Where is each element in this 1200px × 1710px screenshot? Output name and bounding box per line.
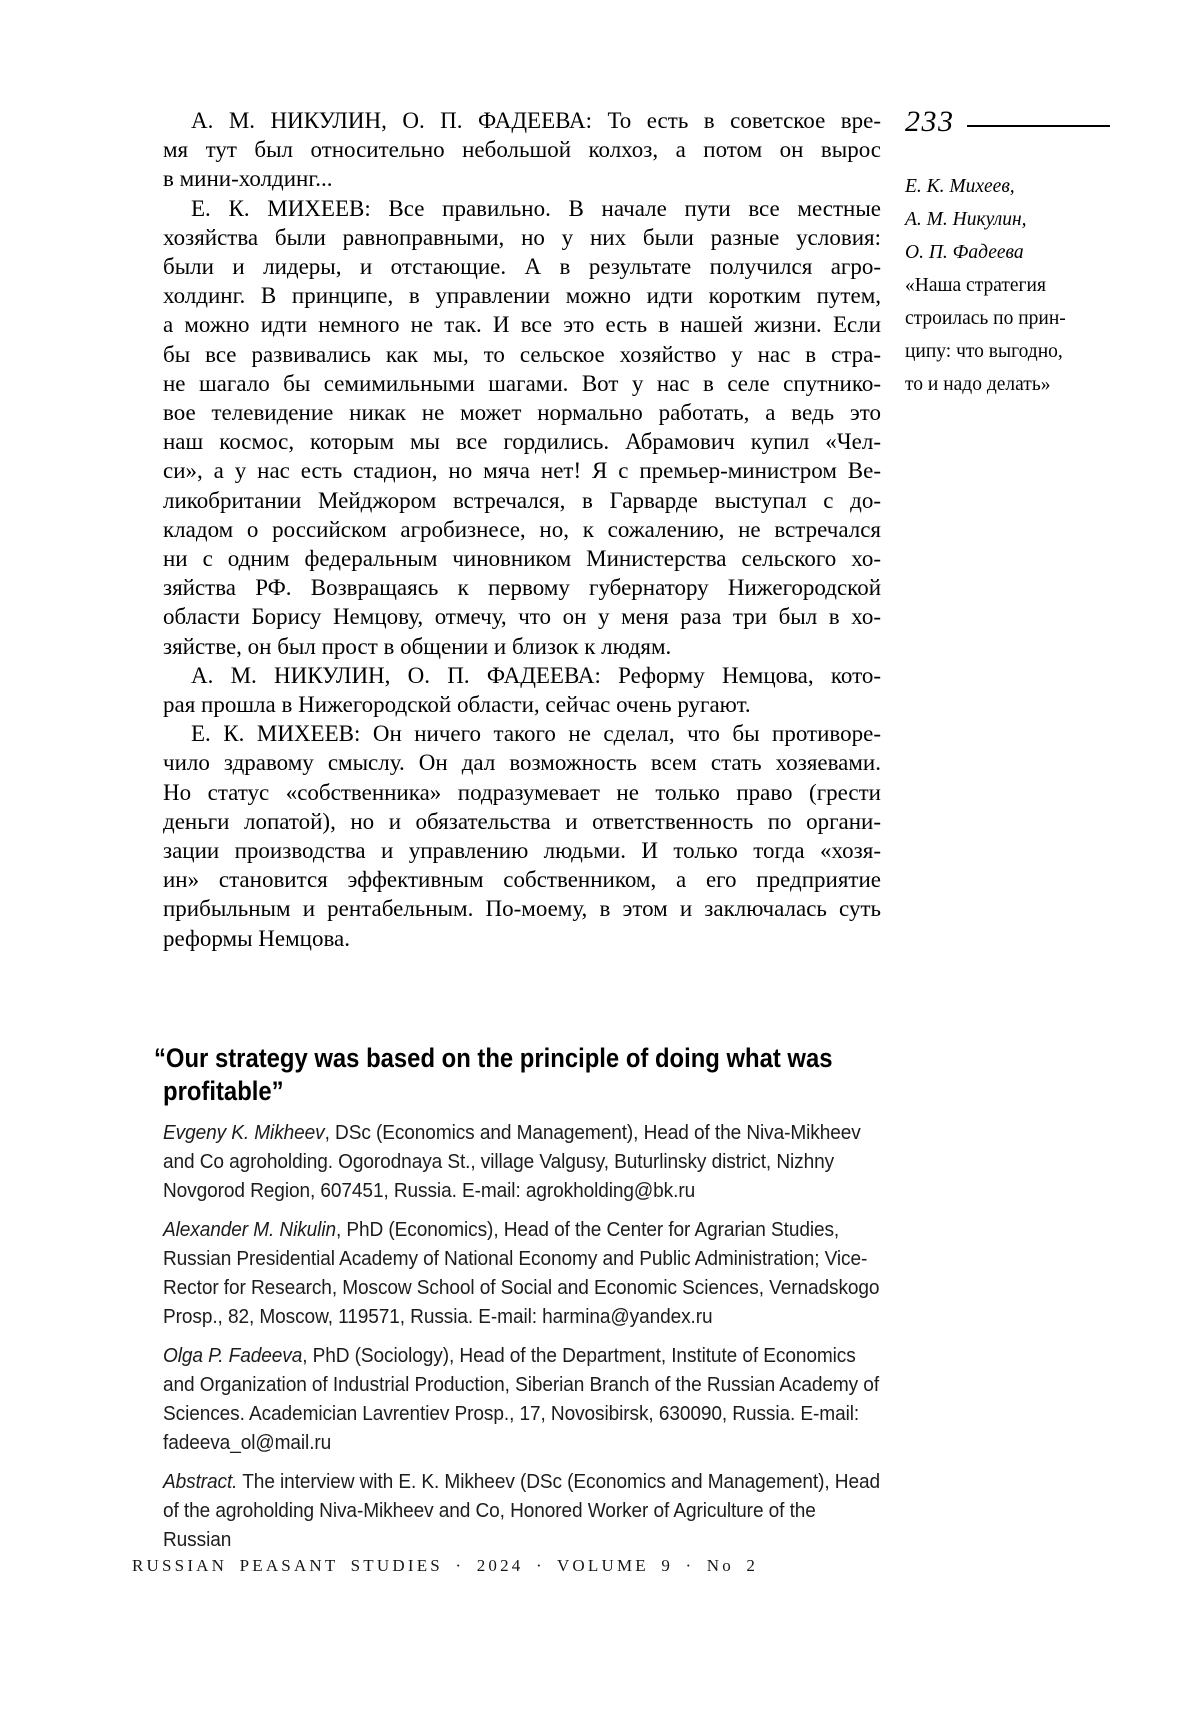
text-line: чило здравому смыслу. Он дал возможность всем стать хозяевами.: [163, 750, 881, 776]
bio-paragraph: [163, 1118, 881, 1205]
text-line: зации производства и управлению людьми. И только тогда «хозя-: [163, 838, 881, 864]
text-line: холдинг. В принципе, в управлении можно идти коротким путем,: [163, 283, 881, 309]
bio-lead: Olga P. Fadeeva: [163, 1344, 303, 1367]
margin-quote-line: строилась по прин-: [905, 308, 1066, 329]
bio-text: , DSc (Economics and Management), Head of the Niva-Mikheev and Co agroholding. Ogorodnaya St., village Valgusy, Buturlinsky district, Nizhny Novgorod Region, 607451, Russia. E-mail: agrokholding@bk.ru: [163, 1121, 861, 1202]
margin-author: А. М. Никулин,: [905, 209, 1027, 230]
bio-lead: Evgeny K. Mikheev: [163, 1121, 325, 1144]
text-line: были и лидеры, и отстающие. А в результате получился агро-: [163, 254, 881, 280]
bio-text: , PhD (Sociology), Head of the Department, Institute of Economics and Organization of Industrial Production, Siberian Branch of the Russian Academy of Sciences. Academician Lavrentiev Prosp., 17, Novosibirsk, 630090, Russia. E-mail: fadeeva_ol@mail.ru: [163, 1344, 880, 1454]
section-heading: [154, 1042, 943, 1108]
text-line: не шагало бы семимильными шагами. Вот у нас в селе спутнико-: [163, 370, 881, 396]
text-line: наш космос, которым мы все гордились. Абрамович купил «Чел-: [163, 429, 881, 455]
bio-lead: Abstract.: [163, 1470, 238, 1493]
interview-text: [163, 106, 881, 953]
margin-quote-line: то и надо делать»: [905, 374, 1051, 395]
bio-lead: Alexander M. Nikulin: [163, 1218, 336, 1241]
text-line: рая прошла в Нижегородской области, сейчас очень ругают.: [163, 692, 751, 718]
bio-text: , PhD (Economics), Head of the Center for Agrarian Studies, Russian Presidential Academy of National Economy and Public Administration; Vice-Rector for Research, Moscow School of Social and Economic Sciences, Vernadskogo Prosp., 82, Moscow, 119571, Russia. E-mail: harmina@yandex.ru: [163, 1218, 880, 1328]
text-line: зяйства РФ. Возвращаясь к первому губернатору Нижегородской: [163, 575, 881, 601]
text-line: прибыльным и рентабельным. По-моему, в этом и заключалась суть: [163, 896, 881, 922]
margin-column: [905, 104, 1110, 401]
english-bios: [163, 1118, 881, 1564]
text-line: ликобритании Мейджором встречался, в Гарварде выступал с до-: [163, 487, 881, 513]
text-line: реформы Немцова.: [163, 925, 350, 951]
margin-author: Е. К. Михеев,: [905, 176, 1015, 197]
text-line: деньги лопатой), но и обязательства и ответственность по органи-: [163, 808, 881, 834]
text-line: бы все развивались как мы, то сельское хозяйство у нас в стра-: [163, 341, 881, 367]
paragraph: [163, 194, 881, 661]
text-line: Но статус «собственника» подразумевает не только право (грести: [163, 779, 881, 805]
text-line: кладом о российском агробизнесе, но, к сожалению, не встречался: [163, 516, 881, 542]
paragraph: [163, 719, 881, 953]
text-line: а можно идти немного не так. И все это есть в нашей жизни. Если: [163, 312, 881, 338]
text-line: си», а у нас есть стадион, но мяча нет! Я с премьер-министром Ве-: [163, 458, 881, 484]
page-number-rule: [967, 125, 1111, 127]
margin-quote-line: «Наша стратегия: [905, 275, 1046, 296]
margin-author: О. П. Фадеева: [905, 242, 1024, 263]
page-number: 233: [905, 105, 955, 138]
margin-quote-line: ципу: что выгодно,: [905, 341, 1063, 362]
text-line: хозяйства были равноправными, но у них были разные условия:: [163, 224, 881, 250]
text-line: А. М. НИКУЛИН, О. П. ФАДЕЕВА: То есть в советское вре-: [191, 108, 881, 133]
text-line: Е. К. МИХЕЕВ: Все правильно. В начале пути все местные: [191, 195, 881, 221]
text-line: вое телевидение никак не может нормально работать, а ведь это: [163, 400, 881, 426]
bio-text: The interview with E. K. Mikheev (DSc (Economics and Management), Head of the agroholding Niva-Mikheev and Co, Honored Worker of Agriculture of the Russian: [163, 1470, 880, 1551]
page-number-row: [905, 104, 1110, 140]
paragraph: [163, 106, 881, 194]
bio-paragraph: [163, 1467, 881, 1554]
text-line: Е. К. МИХЕЕВ: Он ничего такого не сделал, что бы противоре-: [191, 721, 881, 747]
text-line: в мини-холдинг...: [163, 166, 333, 192]
text-line: области Борису Немцову, отмечу, что он у меня раза три был в хо-: [163, 604, 881, 630]
paragraph: [163, 661, 881, 719]
text-line: ни с одним федеральным чиновником Министерства сельского хо-: [163, 546, 881, 572]
heading-line: profitable”: [163, 1076, 284, 1106]
text-line: зяйстве, он был прост в общении и близок к людям.: [163, 633, 672, 659]
text-line: ин» становится эффективным собственником, а его предприятие: [163, 867, 881, 893]
text-line: мя тут был относительно небольшой колхоз, а потом он вырос: [163, 137, 881, 163]
footer-running-title: RUSSIAN PEASANT STUDIES · 2024 · VOLUME 9 · No 2: [132, 1556, 759, 1575]
heading-line: “Our strategy was based on the principle of doing what was: [154, 1043, 833, 1073]
bio-paragraph: [163, 1215, 881, 1331]
margin-note: [905, 170, 1110, 401]
text-line: А. М. НИКУЛИН, О. П. ФАДЕЕВА: Реформу Немцова, кото-: [191, 662, 881, 688]
bio-paragraph: [163, 1341, 881, 1457]
